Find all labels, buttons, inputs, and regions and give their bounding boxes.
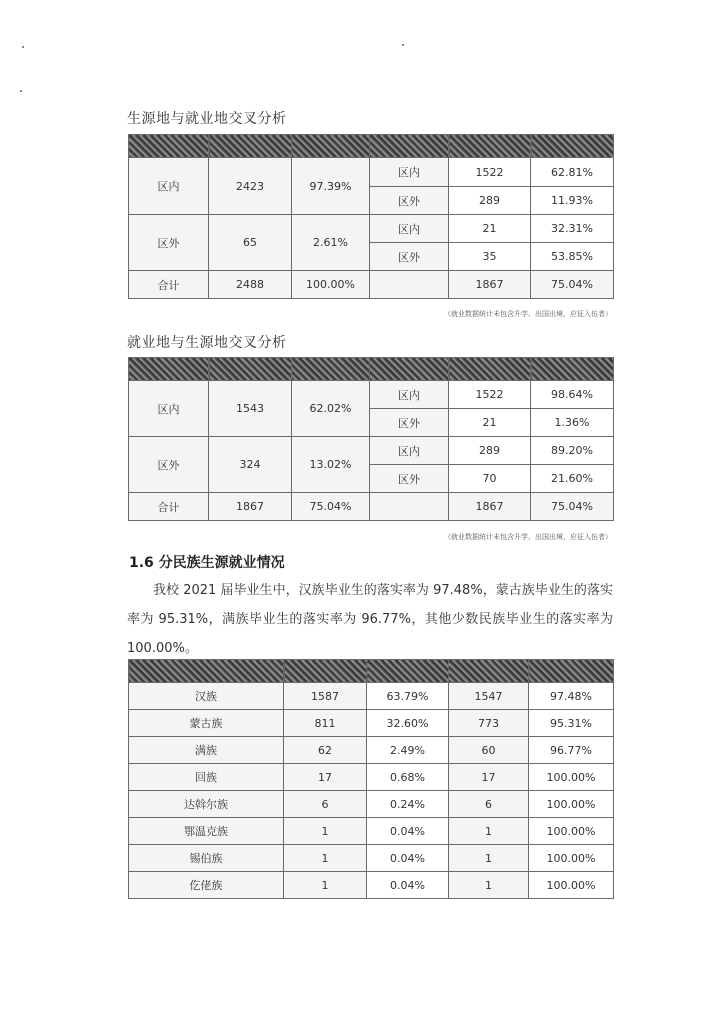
table-header-row	[129, 660, 614, 683]
origin-employment-table	[128, 134, 614, 299]
scan-speck	[22, 46, 24, 48]
table-total-row: 合计 1867 75.04% 1867 75.04%	[129, 493, 614, 521]
table-row: 区外 70 21.60%	[129, 465, 614, 493]
table-footnote: （就业数据统计未包含升学、出国出境、应征入伍者）	[444, 310, 612, 318]
table-total-row: 合计 2488 100.00% 1867 75.04%	[129, 271, 614, 299]
ethnicity-employment-table	[128, 659, 614, 899]
table-row: 鄂温克族 1 0.04% 1 100.00%	[129, 818, 614, 845]
table-header-row	[129, 135, 614, 158]
table-caption-employment-origin: 就业地与生源地交叉分析	[127, 335, 287, 351]
table-row: 蒙古族 811 32.60% 773 95.31%	[129, 710, 614, 737]
employment-origin-table	[128, 357, 614, 521]
table-row: 达斡尔族 6 0.24% 6 100.00%	[129, 791, 614, 818]
table-header-row	[129, 358, 614, 381]
section-heading: 1.6 分民族生源就业情况	[129, 555, 285, 571]
table-footnote: （就业数据统计未包含升学、出国出境、应征入伍者）	[444, 533, 612, 541]
table-row: 汉族 1587 63.79% 1547 97.48%	[129, 683, 614, 710]
table-row: 区内 1543 62.02% 区内 1522 98.64%	[129, 381, 614, 409]
table-caption-origin-employment: 生源地与就业地交叉分析	[127, 111, 287, 127]
table-row: 区外 35 53.85%	[129, 243, 614, 271]
table-row: 回族 17 0.68% 17 100.00%	[129, 764, 614, 791]
scan-speck	[20, 90, 22, 92]
table-row: 区外 289 11.93%	[129, 187, 614, 215]
table-row: 满族 62 2.49% 60 96.77%	[129, 737, 614, 764]
table-row: 锡伯族 1 0.04% 1 100.00%	[129, 845, 614, 872]
table-row: 区内 2423 97.39% 区内 1522 62.81%	[129, 158, 614, 187]
table-row: 区外 21 1.36%	[129, 409, 614, 437]
table-row: 区外 65 2.61% 区内 21 32.31%	[129, 215, 614, 243]
table-row: 仡佬族 1 0.04% 1 100.00%	[129, 872, 614, 899]
table-row: 区外 324 13.02% 区内 289 89.20%	[129, 437, 614, 465]
section-paragraph: 我校 2021 届毕业生中，汉族毕业生的落实率为 97.48%，蒙古族毕业生的落实率为 95.31%，满族毕业生的落实率为 96.77%，其他少数民族毕业生的落实率为 100.00%。	[127, 583, 613, 656]
scan-speck	[402, 44, 404, 46]
